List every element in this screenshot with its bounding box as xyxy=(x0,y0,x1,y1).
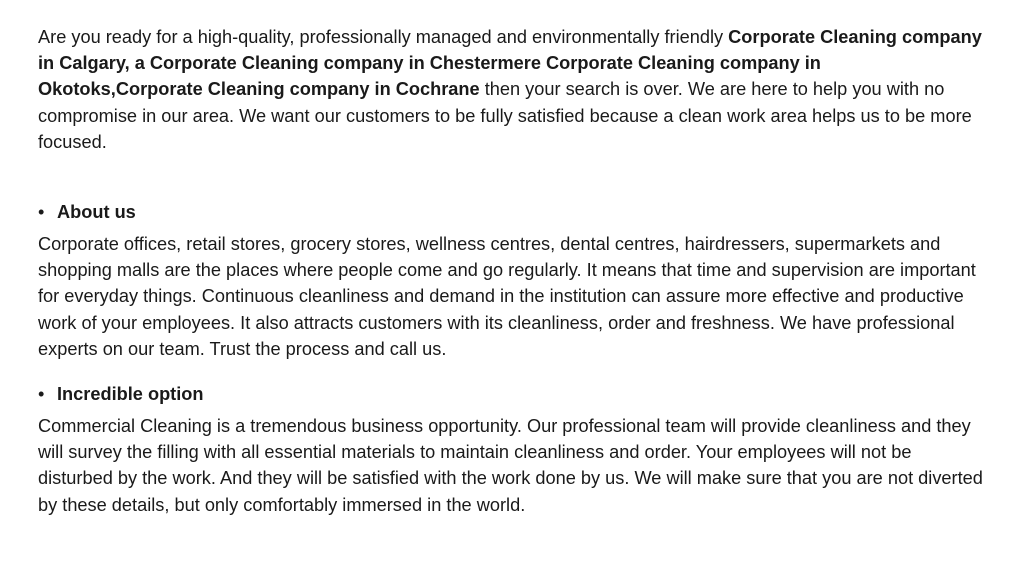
document-page xyxy=(38,24,984,537)
intro-tail-text: then your search is over. We are here to help you with no compromise in our area. We want our customers to be fully satisfied because a clean work area helps us to be more focused. xyxy=(38,79,972,152)
bullet-icon: • xyxy=(38,202,45,223)
intro-paragraph xyxy=(38,24,984,155)
section-heading-text: Incredible option xyxy=(57,384,204,405)
intro-bold-text: Corporate Cleaning company in Calgary, a Corporate Cleaning company in Chestermere Corporate Cleaning company in Okotoks,Corporate Cleaning company in Cochrane xyxy=(38,27,982,100)
section-incredible-option xyxy=(38,381,984,518)
bullet-icon: • xyxy=(38,384,45,405)
section-heading-incredible-option xyxy=(38,381,984,407)
section-heading-text: About us xyxy=(57,202,136,223)
intro-lead-text: Are you ready for a high-quality, professionally managed and environmentally friendly xyxy=(38,27,729,47)
section-body-incredible-option: Commercial Cleaning is a tremendous business opportunity. Our professional team will provide cleanliness and they will survey the filling with all essential materials to maintain cleanliness and order. Your employees will not be disturbed by the work. And they will be satisfied with the work done by us. We will make sure that you are not diverted by these details, but only comfortably immersed in the world. xyxy=(38,416,983,515)
section-about-us xyxy=(38,199,984,362)
section-body-about-us: Corporate offices, retail stores, grocery stores, wellness centres, dental centres, hairdressers, supermarkets and shopping malls are the places where people come and go regularly. It means that time and supervision are important for everyday things. Continuous cleanliness and demand in the institution can assure more effective and productive work of your employees. It also attracts customers with its cleanliness, order and freshness. We have professional experts on our team. Trust the process and call us. xyxy=(38,234,976,359)
section-heading-about-us xyxy=(38,199,984,225)
